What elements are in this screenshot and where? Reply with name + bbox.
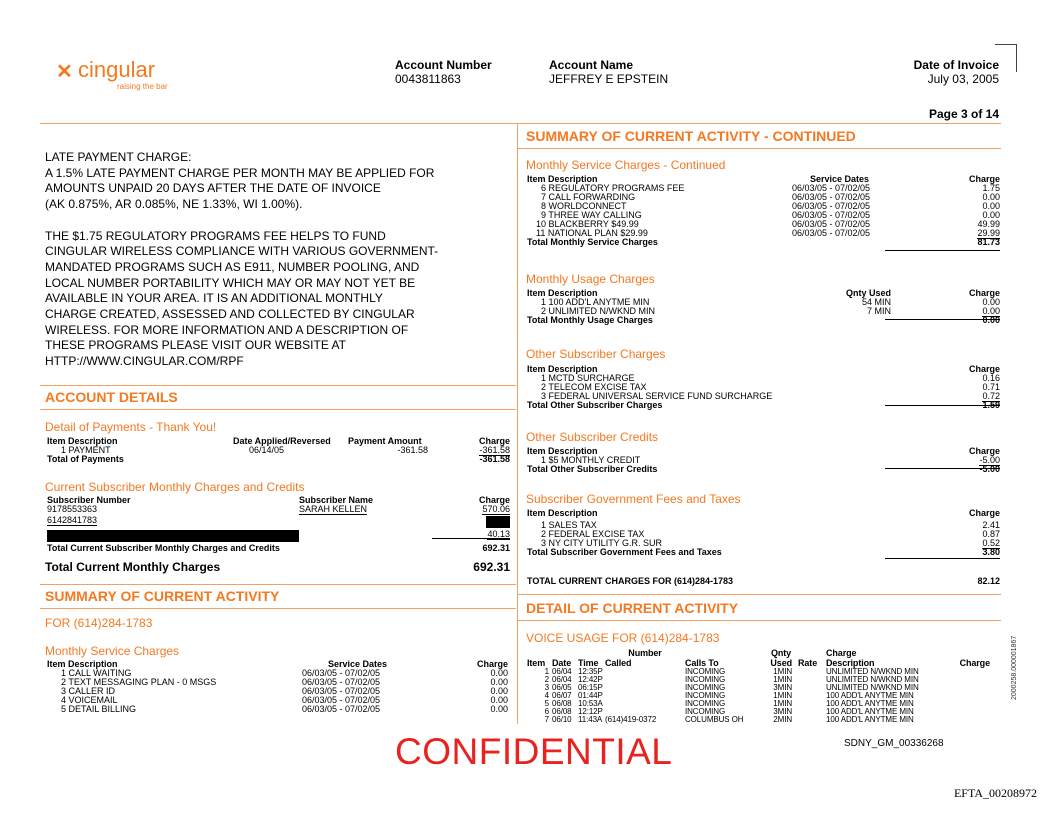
detail-rule-top: [518, 594, 1001, 595]
payments-table: [47, 437, 510, 464]
table-row: 6142841783: [47, 516, 510, 530]
table-header: Item Date Time Called Calls To Used Rate Description Charge: [527, 658, 990, 668]
table-total-row: Total Other Subscriber Charges 1.59: [527, 400, 1000, 410]
table-header: Item Description Service Dates Charge: [47, 659, 508, 669]
table-row: 1 100 ADD'L ANYTME MIN 54 MIN 0.00: [541, 297, 1000, 307]
notice-line: CINGULAR WIRELESS COMPLIANCE WITH VARIOUS GOVERNMENT-: [45, 244, 439, 259]
col-header: Payment Amount: [348, 436, 422, 446]
confidential-stamp: CONFIDENTIAL: [395, 731, 673, 772]
table-header: Item Description Charge: [527, 446, 1000, 456]
table-row: 1 06/04 12:35P INCOMING 1MIN UNLIMITED N/WKND MIN: [544, 667, 919, 676]
table-header: Item Description Charge: [527, 508, 1000, 518]
credits-total-rule: [885, 468, 1000, 469]
summary-continued-rule: [518, 148, 1001, 149]
table-row: 40.13: [47, 530, 510, 544]
table-header: Item Description Charge: [527, 364, 1000, 374]
page-number: Page 3 of 14: [928, 107, 999, 121]
efta-number: EFTA_00208972: [953, 786, 1037, 800]
notice-line: AVAILABLE IN YOUR AREA. IT IS AN ADDITIONAL MONTHLY: [45, 291, 383, 306]
bates-number: SDNY_GM_00336268: [844, 738, 944, 749]
notice-line: LOCAL NUMBER PORTABILITY WHICH MAY OR MAY NOT YET BE: [45, 275, 416, 290]
corner-mark: [1016, 44, 1017, 72]
table-row: 10 BLACKBERRY $49.99 06/03/05 - 07/02/05 49.99: [536, 219, 1000, 229]
detail-rule-bottom: [518, 620, 1001, 621]
monthly-service-title: Monthly Service Charges: [45, 644, 180, 658]
table-row: 2 TELECOM EXCISE TAX 0.71: [541, 382, 1000, 392]
redaction-box: [47, 530, 299, 542]
table-row: 6 REGULATORY PROGRAMS FEE 06/03/05 - 07/02/05 1.75: [541, 183, 1000, 193]
notice-line: A 1.5% LATE PAYMENT CHARGE PER MONTH MAY BE APPLIED FOR: [45, 165, 435, 180]
table-row: 1 $5 MONTHLY CREDIT -5.00: [541, 455, 1000, 465]
gov-fees-title: Subscriber Government Fees and Taxes: [526, 492, 741, 506]
credits-title: Other Subscriber Credits: [526, 430, 659, 444]
corner-mark-top: [995, 44, 1016, 45]
table-row: 9 THREE WAY CALLING 06/03/05 - 07/02/05 0.00: [541, 210, 1000, 220]
table-row: 3 NY CITY UTILITY G.R. SUR 0.52: [541, 538, 1000, 548]
col-header: Date Applied/Reversed: [233, 436, 331, 446]
account-number: 0043811863: [395, 72, 461, 86]
table-row: 1 PAYMENT 06/14/05 -361.58 -361.58: [61, 445, 510, 455]
table-header: Subscriber Number Subscriber Name Charge: [47, 495, 510, 505]
table-row: 5 DETAIL BILLING 06/03/05 - 07/02/05 0.00: [61, 704, 508, 714]
table-row: 4 06/07 01:44P INCOMING 1MIN 100 ADD'L ANYTME MIN: [544, 691, 914, 700]
invoice-date: July 03, 2005: [927, 72, 999, 86]
table-row: 2 TEXT MESSAGING PLAN - 0 MSGS 06/03/05 - 07/02/05 0.00: [61, 677, 508, 687]
table-row: 7 06/10 11:43A (614)419-0372 COLUMBUS OH 2MIN 100 ADD'L ANYTME MIN: [544, 715, 914, 724]
table-row: 8 WORLDCONNECT 06/03/05 - 07/02/05 0.00: [541, 201, 1000, 211]
table-header: Item Description Qnty Used Charge: [527, 288, 1000, 298]
notice-line: AMOUNTS UNPAID 20 DAYS AFTER THE DATE OF INVOICE: [45, 181, 381, 196]
payments-title: Detail of Payments - Thank You!: [45, 420, 217, 434]
table-row: 1 CALL WAITING 06/03/05 - 07/02/05 0.00: [61, 668, 508, 678]
top-rule: [40, 123, 1001, 124]
notice-line: CHARGE CREATED, ASSESSED AND COLLECTED BY CINGULAR: [45, 307, 415, 322]
subscriber-total-rule: [432, 538, 510, 539]
monthly-service-table: [47, 660, 508, 714]
detail-title: DETAIL OF CURRENT ACTIVITY: [526, 600, 739, 616]
side-code: 2000258.000001867: [1011, 635, 1018, 700]
voice-usage-table: [527, 648, 990, 724]
subscriber-charges-table: [47, 496, 510, 553]
table-row: 3 CALLER ID 06/03/05 - 07/02/05 0.00: [61, 686, 508, 696]
redaction-box: [486, 516, 510, 528]
table-row: 3 FEDERAL UNIVERSAL SERVICE FUND SURCHARGE 0.72: [541, 391, 1000, 401]
subscriber-charges-title: Current Subscriber Monthly Charges and Credits: [45, 480, 305, 494]
table-row: 2 UNLIMITED N/WKND MIN 7 MIN 0.00: [541, 306, 1000, 316]
credits-table: [527, 447, 1000, 474]
usage-title: Monthly Usage Charges: [526, 272, 655, 286]
table-total-row: Total of Payments -361.58: [47, 454, 510, 464]
table-header: Item Description Service Dates Charge: [527, 174, 1000, 184]
account-number-label: Account Number: [395, 58, 492, 72]
monthly-total-rule: [885, 250, 1000, 251]
notice-line: (AK 0.875%, AR 0.085%, NE 1.33%, WI 1.00%).: [45, 197, 303, 212]
notice-line: LATE PAYMENT CHARGE:: [45, 150, 192, 164]
notice-line: THE $1.75 REGULATORY PROGRAMS FEE HELPS TO FUND: [45, 228, 386, 243]
table-row: 4 VOICEMAIL 06/03/05 - 07/02/05 0.00: [61, 695, 508, 705]
table-row: 1 SALES TAX 2.41: [541, 520, 1000, 530]
summary-title: SUMMARY OF CURRENT ACTIVITY: [45, 588, 280, 604]
notice-line: THESE PROGRAMS PLEASE VISIT OUR WEBSITE AT: [45, 338, 346, 353]
usage-total-rule: [885, 319, 1000, 320]
total-current-monthly-label: Total Current Monthly Charges: [45, 560, 221, 574]
table-total-row: Total Monthly Service Charges 81.73: [527, 237, 1000, 247]
summary-continued-title: SUMMARY OF CURRENT ACTIVITY - CONTINUED: [526, 128, 856, 144]
total-current-monthly: 692.31: [473, 560, 510, 574]
monthly-continued-title: Monthly Service Charges - Continued: [526, 158, 726, 172]
gov-total-rule: [885, 558, 1000, 559]
account-details-rule-top: [40, 385, 516, 386]
notice-line: WIRELESS. FOR MORE INFORMATION AND A DESCRIPTION OF: [45, 322, 409, 337]
table-total-row: Total Other Subscriber Credits -5.00: [527, 464, 1000, 474]
logo-wordmark: cingular: [78, 57, 156, 82]
table-row: 2 06/04 12:42P INCOMING 1MIN UNLIMITED N/WKND MIN: [544, 675, 919, 684]
table-row: 9178553363 SARAH KELLEN 570.06: [47, 504, 510, 514]
table-row: 6 06/08 12:12P INCOMING 3MIN 100 ADD'L ANYTME MIN: [544, 707, 914, 716]
column-divider: [517, 124, 518, 724]
other-charges-table: [527, 365, 1000, 410]
other-total-rule: [885, 405, 1000, 406]
notice-line: HTTP://WWW.CINGULAR.COM/RPF: [45, 354, 244, 369]
summary-rule-bottom: [40, 608, 516, 609]
col-header: Item Description: [47, 436, 118, 446]
summary-for-label: FOR (614)284-1783: [45, 616, 153, 630]
table-total-row: Total Subscriber Government Fees and Taxes 3.80: [527, 547, 1000, 557]
table-row: 11 NATIONAL PLAN $29.99 06/03/05 - 07/02/05 29.99: [536, 228, 1000, 238]
account-details-title: ACCOUNT DETAILS: [45, 389, 178, 405]
monthly-continued-table: [527, 175, 1000, 247]
table-row: 1 MCTD SURCHARGE 0.16: [541, 373, 1000, 383]
logo-x-icon: ✕: [56, 61, 73, 83]
total-current-charges-label: TOTAL CURRENT CHARGES FOR (614)284-1783: [527, 576, 734, 586]
voice-usage-title: VOICE USAGE FOR (614)284-1783: [526, 631, 720, 645]
notice-line: MANDATED PROGRAMS SUCH AS E911, NUMBER POOLING, AND: [45, 259, 420, 274]
table-row: 3 06/05 06:15P INCOMING 3MIN UNLIMITED N/WKND MIN: [544, 683, 919, 692]
other-charges-title: Other Subscriber Charges: [526, 347, 666, 361]
account-details-rule-bottom: [40, 409, 516, 410]
invoice-date-label: Date of Invoice: [913, 58, 999, 72]
table-row: 2 FEDERAL EXCISE TAX 0.87: [541, 529, 1000, 539]
table-row: 5 06/08 10:53A INCOMING 1MIN 100 ADD'L ANYTME MIN: [544, 699, 914, 708]
table-total-row: Total Monthly Usage Charges 0.00: [527, 315, 1000, 325]
account-name-label: Account Name: [549, 58, 634, 72]
gov-fees-table: [527, 509, 1000, 557]
table-header-top: Number Qnty Charge: [628, 648, 857, 658]
col-header: Charge: [478, 436, 510, 446]
total-current-charges: 82.12: [977, 576, 1000, 586]
table-total-row: Total Current Subscriber Monthly Charges and Credits 692.31: [47, 543, 510, 553]
late-payment-notice: [45, 150, 475, 370]
logo-tagline: raising the bar: [117, 82, 168, 91]
table-row: 7 CALL FORWARDING 06/03/05 - 07/02/05 0.00: [541, 192, 1000, 202]
account-name: JEFFREY E EPSTEIN: [549, 72, 669, 86]
summary-rule-top: [40, 584, 516, 585]
